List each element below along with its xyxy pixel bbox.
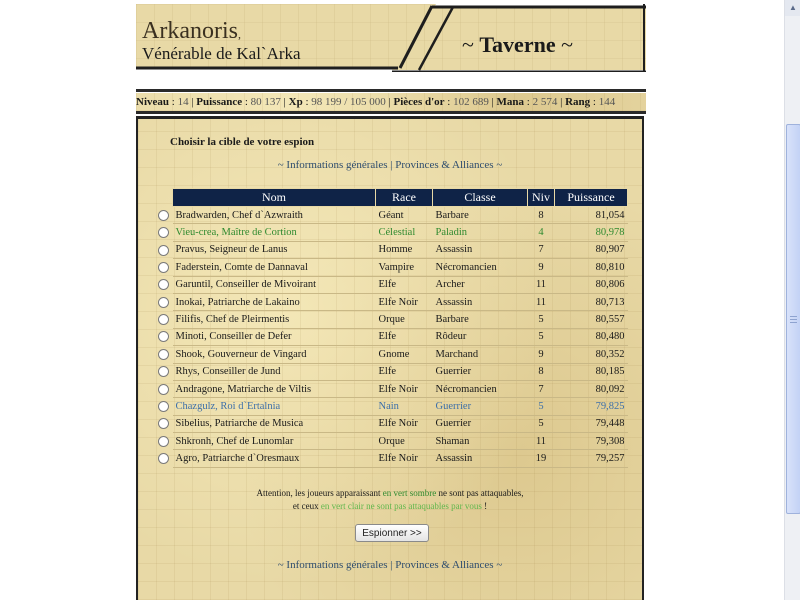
table-header-row xyxy=(154,189,628,207)
column-header-classe: Classe xyxy=(433,189,528,207)
cell-niv: 7 xyxy=(528,241,555,258)
cell-name: Rhys, Conseiller de Jund xyxy=(173,363,376,380)
cell-name: Minoti, Conseiller de Defer xyxy=(173,328,376,345)
cell-classe: Barbare xyxy=(433,311,528,328)
stat-value: 2 574 xyxy=(532,96,558,108)
cell-race: Géant xyxy=(376,207,433,224)
table-row[interactable] xyxy=(154,276,628,293)
target-radio[interactable] xyxy=(158,384,169,395)
vertical-scrollbar[interactable] xyxy=(784,0,800,600)
cell-race: Nain xyxy=(376,398,433,415)
grip-icon xyxy=(790,315,797,323)
cell-name: Sibelius, Patriarche de Musica xyxy=(173,415,376,432)
target-radio[interactable] xyxy=(158,349,169,360)
cell-name: Shook, Gouverneur de Vingard xyxy=(173,346,376,363)
cell-puissance: 79,308 xyxy=(555,433,628,450)
cell-name: Bradwarden, Chef d`Azwraith xyxy=(173,207,376,224)
cell-niv: 11 xyxy=(528,293,555,310)
divider xyxy=(136,111,646,114)
cell-name: Filifis, Chef de Pleirmentis xyxy=(173,311,376,328)
cell-puissance: 80,557 xyxy=(555,311,628,328)
stat-value: 144 xyxy=(598,96,616,108)
column-header-nom: Nom xyxy=(173,189,376,207)
cell-puissance: 79,448 xyxy=(555,415,628,432)
link-general-info[interactable]: Informations générales xyxy=(286,159,388,171)
radio-cell xyxy=(154,293,173,310)
radio-cell xyxy=(154,450,173,467)
stat-value: 80 137 xyxy=(250,96,281,108)
scrollbar-thumb[interactable] xyxy=(786,124,800,514)
target-radio[interactable] xyxy=(158,245,169,256)
cell-niv: 4 xyxy=(528,224,555,241)
table-row[interactable] xyxy=(154,380,628,397)
target-rows xyxy=(154,207,628,468)
target-radio[interactable] xyxy=(158,210,169,221)
cell-race: Elfe Noir xyxy=(376,380,433,397)
cell-niv: 9 xyxy=(528,259,555,276)
divider xyxy=(136,89,646,92)
cell-puissance: 80,907 xyxy=(555,241,628,258)
link-provinces-alliances[interactable]: Provinces & Alliances xyxy=(395,559,494,571)
stats-bar xyxy=(136,93,646,111)
cell-puissance: 80,978 xyxy=(555,224,628,241)
cell-puissance: 80,185 xyxy=(555,363,628,380)
cell-classe: Marchand xyxy=(433,346,528,363)
section-title: ~ Taverne ~ xyxy=(462,32,573,57)
table-row[interactable] xyxy=(154,293,628,310)
cell-classe: Assassin xyxy=(433,241,528,258)
cell-puissance: 81,054 xyxy=(555,207,628,224)
table-row[interactable] xyxy=(154,259,628,276)
nav-links-top: ~ Informations générales | Provinces & Alliances ~ xyxy=(277,159,503,171)
column-header-race: Race xyxy=(376,189,433,207)
player-name: Arkanoris, xyxy=(142,18,241,44)
table-row[interactable] xyxy=(154,224,628,241)
cell-race: Gnome xyxy=(376,346,433,363)
cell-niv: 5 xyxy=(528,415,555,432)
cell-classe: Guerrier xyxy=(433,363,528,380)
stat-separator: | xyxy=(188,96,197,108)
cell-puissance: 80,092 xyxy=(555,380,628,397)
main-panel xyxy=(136,116,644,600)
table-row[interactable] xyxy=(154,311,628,328)
cell-race: Elfe Noir xyxy=(376,293,433,310)
radio-cell xyxy=(154,241,173,258)
target-table xyxy=(154,188,628,468)
table-row[interactable] xyxy=(154,241,628,258)
cell-race: Elfe xyxy=(376,276,433,293)
target-radio[interactable] xyxy=(158,262,169,273)
cell-niv: 5 xyxy=(528,328,555,345)
cell-name: Vieu-crea, Maître de Cortion xyxy=(173,224,376,241)
cell-race: Vampire xyxy=(376,259,433,276)
nav-links-bottom: ~ Informations générales | Provinces & Alliances ~ xyxy=(277,559,503,571)
table-row[interactable] xyxy=(154,398,628,415)
cell-name: Chazgulz, Roi d`Ertalnia xyxy=(173,398,376,415)
stat-label: Puissance xyxy=(196,96,243,108)
cell-niv: 11 xyxy=(528,276,555,293)
table-row[interactable] xyxy=(154,328,628,345)
cell-niv: 8 xyxy=(528,207,555,224)
cell-race: Orque xyxy=(376,433,433,450)
player-title: Vénérable de Kal`Arka xyxy=(142,44,301,63)
table-row[interactable] xyxy=(154,415,628,432)
stat-label: Xp xyxy=(288,96,303,108)
cell-niv: 7 xyxy=(528,380,555,397)
radio-cell xyxy=(154,363,173,380)
cell-classe: Nécromancien xyxy=(433,259,528,276)
cell-niv: 8 xyxy=(528,363,555,380)
radio-cell xyxy=(154,415,173,432)
cell-race: Elfe Noir xyxy=(376,450,433,467)
header-spacer xyxy=(154,189,173,207)
cell-classe: Archer xyxy=(433,276,528,293)
cell-name: Inokai, Patriarche de Lakaino xyxy=(173,293,376,310)
cell-classe: Guerrier xyxy=(433,398,528,415)
radio-cell xyxy=(154,398,173,415)
target-radio[interactable] xyxy=(158,314,169,325)
cell-puissance: 80,352 xyxy=(555,346,628,363)
radio-cell xyxy=(154,380,173,397)
stat-colon: : xyxy=(169,96,178,108)
stat-colon: : xyxy=(242,96,251,108)
cell-race: Homme xyxy=(376,241,433,258)
cell-name: Garuntil, Conseiller de Mivoirant xyxy=(173,276,376,293)
cell-puissance: 80,480 xyxy=(555,328,628,345)
radio-cell xyxy=(154,259,173,276)
cell-race: Orque xyxy=(376,311,433,328)
radio-cell xyxy=(154,346,173,363)
stat-label: Rang xyxy=(565,96,591,108)
target-radio[interactable] xyxy=(158,453,169,464)
cell-classe: Assassin xyxy=(433,450,528,467)
cell-puissance: 79,257 xyxy=(555,450,628,467)
radio-cell xyxy=(154,224,173,241)
target-radio[interactable] xyxy=(158,418,169,429)
stat-separator: | xyxy=(488,96,497,108)
target-radio[interactable] xyxy=(158,366,169,377)
column-header-niv: Niv xyxy=(528,189,555,207)
stat-label: Niveau xyxy=(136,96,169,108)
stat-value: 102 689 xyxy=(453,96,489,108)
stat-colon: : xyxy=(302,96,312,108)
radio-cell xyxy=(154,328,173,345)
table-row[interactable] xyxy=(154,433,628,450)
radio-cell xyxy=(154,276,173,293)
cell-classe: Nécromancien xyxy=(433,380,528,397)
radio-cell xyxy=(154,207,173,224)
cell-race: Célestial xyxy=(376,224,433,241)
cell-name: Agro, Patriarche d`Oresmaux xyxy=(173,450,376,467)
cell-puissance: 79,825 xyxy=(555,398,628,415)
cell-classe: Shaman xyxy=(433,433,528,450)
stat-separator: | xyxy=(280,96,289,108)
cell-niv: 11 xyxy=(528,433,555,450)
page-header xyxy=(136,4,646,72)
arrow-up-icon[interactable]: ▲ xyxy=(785,0,800,16)
stat-separator: | xyxy=(557,96,566,108)
cell-name: Faderstein, Comte de Dannaval xyxy=(173,259,376,276)
cell-puissance: 80,810 xyxy=(555,259,628,276)
table-row[interactable] xyxy=(154,207,628,224)
radio-cell xyxy=(154,433,173,450)
cell-name: Pravus, Seigneur de Lanus xyxy=(173,241,376,258)
table-row[interactable] xyxy=(154,450,628,467)
link-general-info[interactable]: Informations générales xyxy=(286,559,388,571)
stat-value: 98 199 / 105 000 xyxy=(311,96,386,108)
cell-race: Elfe xyxy=(376,363,433,380)
target-radio[interactable] xyxy=(158,331,169,342)
cell-classe: Guerrier xyxy=(433,415,528,432)
stat-label: Mana xyxy=(496,96,525,108)
cell-classe: Barbare xyxy=(433,207,528,224)
cell-niv: 19 xyxy=(528,450,555,467)
table-row[interactable] xyxy=(154,363,628,380)
stat-colon: : xyxy=(444,96,454,108)
panel-title: Choisir la cible de votre espion xyxy=(170,136,315,148)
target-radio[interactable] xyxy=(158,436,169,447)
cell-race: Elfe xyxy=(376,328,433,345)
cell-niv: 5 xyxy=(528,311,555,328)
cell-classe: Rôdeur xyxy=(433,328,528,345)
cell-name: Andragone, Matriarche de Viltis xyxy=(173,380,376,397)
cell-classe: Paladin xyxy=(433,224,528,241)
spy-button[interactable]: Espionner >> xyxy=(355,524,429,542)
stat-separator: | xyxy=(385,96,394,108)
cell-niv: 5 xyxy=(528,398,555,415)
cell-puissance: 80,713 xyxy=(555,293,628,310)
stat-colon: : xyxy=(590,96,599,108)
target-radio[interactable] xyxy=(158,401,169,412)
table-row[interactable] xyxy=(154,346,628,363)
target-radio[interactable] xyxy=(158,297,169,308)
cell-puissance: 80,806 xyxy=(555,276,628,293)
column-header-puissance: Puissance xyxy=(555,189,628,207)
stat-value: 14 xyxy=(177,96,189,108)
cell-niv: 9 xyxy=(528,346,555,363)
cell-race: Elfe Noir xyxy=(376,415,433,432)
radio-cell xyxy=(154,311,173,328)
link-provinces-alliances[interactable]: Provinces & Alliances xyxy=(395,159,494,171)
notice-text: Attention, les joueurs apparaissant en vert sombre ne sont pas attaquables, et ceux en vert clair ne sont pas attaquables par vous ! xyxy=(256,488,524,511)
target-radio[interactable] xyxy=(158,279,169,290)
target-radio[interactable] xyxy=(158,227,169,238)
stat-label: Pièces d'or xyxy=(393,96,445,108)
stat-colon: : xyxy=(524,96,533,108)
cell-name: Shkronh, Chef de Lunomlar xyxy=(173,433,376,450)
cell-classe: Assassin xyxy=(433,293,528,310)
